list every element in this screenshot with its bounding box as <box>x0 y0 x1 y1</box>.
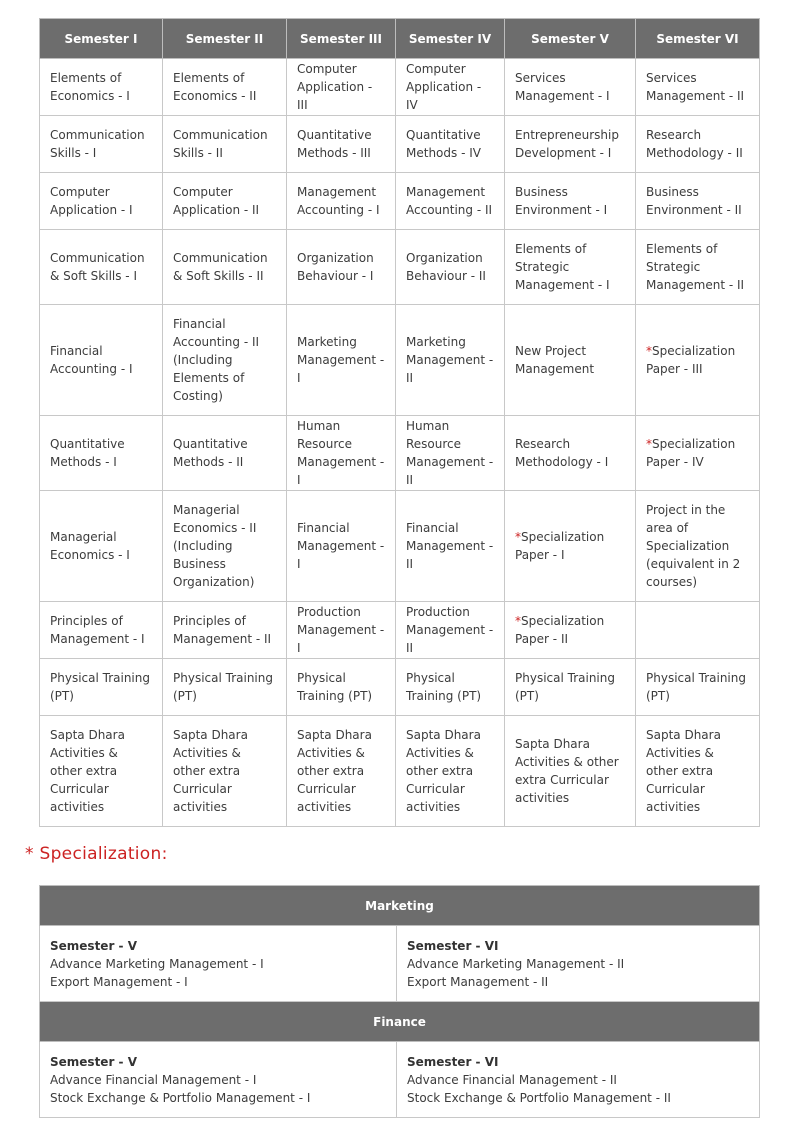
course-cell <box>505 116 636 173</box>
specialization-course: Export Management - II <box>407 974 549 989</box>
course-name: Elements of Strategic Management - I <box>515 242 610 292</box>
course-cell <box>40 602 163 659</box>
course-row <box>40 230 760 305</box>
course-name: Sapta Dhara Activities & other extra Curricular activities <box>173 728 248 814</box>
course-cell <box>163 230 287 305</box>
course-name: Research Methodology - I <box>515 437 609 469</box>
course-name: Specialization Paper - IV <box>646 437 736 469</box>
course-cell <box>287 416 396 491</box>
course-row <box>40 716 760 827</box>
course-cell <box>505 491 636 602</box>
specialization-group-title: Finance <box>40 1002 760 1042</box>
course-name: Services Management - II <box>646 71 745 103</box>
course-name: Elements of Economics - I <box>50 71 130 103</box>
course-cell <box>505 416 636 491</box>
course-cell <box>287 716 396 827</box>
course-cell <box>505 59 636 116</box>
specialization-semester-cell <box>397 1042 760 1118</box>
course-name: Research Methodology - II <box>646 128 743 160</box>
course-name: Principles of Management - II <box>173 614 272 646</box>
course-cell <box>40 59 163 116</box>
course-name: Sapta Dhara Activities & other extra Curricular activities <box>646 728 721 814</box>
course-name: Specialization Paper - I <box>515 530 605 562</box>
course-cell <box>40 173 163 230</box>
specialization-asterisk: * <box>646 437 652 451</box>
specialization-asterisk: * <box>515 614 521 628</box>
course-name: Managerial Economics - II (Including Business Organization) <box>173 503 257 589</box>
course-row <box>40 659 760 716</box>
course-name: Specialization Paper - II <box>515 614 605 646</box>
semester-header: Semester V <box>505 19 636 59</box>
course-name: Elements of Economics - II <box>173 71 257 103</box>
semester-header: Semester III <box>287 19 396 59</box>
course-name: Communication & Soft Skills - II <box>173 251 268 283</box>
course-cell <box>396 602 505 659</box>
course-name: Entrepreneurship Development - I <box>515 128 619 160</box>
semester-header-row <box>40 19 760 59</box>
course-cell <box>636 305 760 416</box>
course-cell <box>636 416 760 491</box>
semester-header: Semester IV <box>396 19 505 59</box>
specialization-course: Advance Financial Management - I <box>50 1072 257 1087</box>
course-cell <box>636 716 760 827</box>
course-cell <box>287 173 396 230</box>
specialization-semester-cell <box>40 926 397 1002</box>
course-row <box>40 491 760 602</box>
course-cell <box>163 116 287 173</box>
course-name: Sapta Dhara Activities & other extra Curricular activities <box>406 728 481 814</box>
specialization-table <box>39 885 760 1118</box>
course-cell <box>287 230 396 305</box>
course-cell <box>505 173 636 230</box>
course-name: Managerial Economics - I <box>50 530 130 562</box>
course-name: Physical Training (PT) <box>406 671 482 703</box>
course-cell <box>505 305 636 416</box>
course-name: Computer Application - I <box>50 185 133 217</box>
course-name: Financial Management - II <box>406 521 494 571</box>
course-cell <box>163 305 287 416</box>
specialization-group-row <box>40 1002 760 1042</box>
course-name: New Project Management <box>515 344 595 376</box>
course-cell <box>396 230 505 305</box>
course-cell <box>636 173 760 230</box>
course-cell <box>40 659 163 716</box>
specialization-course-row <box>40 1042 760 1118</box>
specialization-course: Stock Exchange & Portfolio Management - I <box>50 1090 311 1105</box>
course-row <box>40 59 760 116</box>
specialization-semester-cell <box>40 1042 397 1118</box>
course-name: Business Environment - I <box>515 185 608 217</box>
course-cell <box>636 59 760 116</box>
semester-course-table <box>39 18 760 827</box>
course-cell <box>287 59 396 116</box>
course-cell <box>396 491 505 602</box>
course-row <box>40 602 760 659</box>
specialization-semester-title: Semester - V <box>50 938 137 953</box>
course-name: Communication Skills - II <box>173 128 268 160</box>
course-row <box>40 173 760 230</box>
course-cell <box>396 716 505 827</box>
course-cell <box>505 230 636 305</box>
course-row <box>40 116 760 173</box>
specialization-asterisk: * <box>646 344 652 358</box>
specialization-semester-title: Semester - V <box>50 1054 137 1069</box>
course-name: Communication Skills - I <box>50 128 145 160</box>
specialization-semester-title: Semester - VI <box>407 938 499 953</box>
course-cell <box>163 491 287 602</box>
course-name: Management Accounting - I <box>297 185 380 217</box>
course-cell <box>396 305 505 416</box>
course-name: Sapta Dhara Activities & other extra Curricular activities <box>515 737 619 805</box>
course-name: Management Accounting - II <box>406 185 493 217</box>
course-name: Physical Training (PT) <box>646 671 746 703</box>
course-cell <box>636 659 760 716</box>
course-name: Physical Training (PT) <box>297 671 373 703</box>
course-cell <box>40 716 163 827</box>
course-name: Quantitative Methods - I <box>50 437 125 469</box>
course-name: Financial Accounting - II (Including Elements of Costing) <box>173 317 260 403</box>
course-name: Financial Accounting - I <box>50 344 133 376</box>
course-cell <box>287 116 396 173</box>
course-cell <box>636 116 760 173</box>
course-cell <box>163 59 287 116</box>
semester-header: Semester I <box>40 19 163 59</box>
semester-header: Semester II <box>163 19 287 59</box>
course-name: Production Management - I <box>297 605 385 655</box>
course-cell <box>163 416 287 491</box>
course-name: Marketing Management - I <box>297 335 385 385</box>
course-cell <box>287 602 396 659</box>
course-cell <box>287 305 396 416</box>
course-name: Physical Training (PT) <box>50 671 150 703</box>
specialization-course: Advance Marketing Management - II <box>407 956 625 971</box>
course-cell <box>396 59 505 116</box>
specialization-semester-cell <box>397 926 760 1002</box>
course-name: Elements of Strategic Management - II <box>646 242 745 292</box>
specialization-course: Export Management - I <box>50 974 188 989</box>
course-name: Physical Training (PT) <box>173 671 273 703</box>
course-cell <box>40 305 163 416</box>
course-name: Specialization Paper - III <box>646 344 736 376</box>
course-cell <box>163 602 287 659</box>
course-cell <box>636 602 760 659</box>
semester-table-body <box>40 59 760 827</box>
course-name: Sapta Dhara Activities & other extra Curricular activities <box>297 728 372 814</box>
specialization-asterisk: * <box>515 530 521 544</box>
course-name: Principles of Management - I <box>50 614 145 646</box>
semester-header: Semester VI <box>636 19 760 59</box>
course-name: Quantitative Methods - III <box>297 128 372 160</box>
course-name: Computer Application - II <box>173 185 260 217</box>
course-cell <box>505 659 636 716</box>
course-cell <box>287 491 396 602</box>
course-cell <box>287 659 396 716</box>
specialization-group-title: Marketing <box>40 886 760 926</box>
specialization-heading: * Specialization: <box>25 844 168 864</box>
specialization-semester-title: Semester - VI <box>407 1054 499 1069</box>
course-name: Services Management - I <box>515 71 610 103</box>
course-name: Physical Training (PT) <box>515 671 615 703</box>
specialization-course: Advance Financial Management - II <box>407 1072 617 1087</box>
course-name: Production Management - II <box>406 605 494 655</box>
specialization-course-row <box>40 926 760 1002</box>
course-name: Computer Application - III <box>297 62 373 112</box>
course-cell <box>396 173 505 230</box>
course-cell <box>396 116 505 173</box>
course-cell <box>40 230 163 305</box>
specialization-course: Advance Marketing Management - I <box>50 956 264 971</box>
course-name: Quantitative Methods - IV <box>406 128 481 160</box>
course-cell <box>505 602 636 659</box>
course-cell <box>636 491 760 602</box>
course-cell <box>163 716 287 827</box>
course-cell <box>40 491 163 602</box>
course-name: Sapta Dhara Activities & other extra Curricular activities <box>50 728 125 814</box>
course-name: Computer Application - IV <box>406 62 482 112</box>
course-name: Business Environment - II <box>646 185 742 217</box>
course-cell <box>396 416 505 491</box>
course-cell <box>163 659 287 716</box>
course-name: Organization Behaviour - II <box>406 251 486 283</box>
course-name: Project in the area of Specialization (equivalent in 2 courses) <box>646 503 741 589</box>
course-name: Marketing Management - II <box>406 335 494 385</box>
course-name: Quantitative Methods - II <box>173 437 248 469</box>
course-name: Financial Management - I <box>297 521 385 571</box>
specialization-course: Stock Exchange & Portfolio Management - II <box>407 1090 671 1105</box>
specialization-group-row <box>40 886 760 926</box>
course-cell <box>163 173 287 230</box>
course-cell <box>636 230 760 305</box>
course-cell <box>40 416 163 491</box>
course-name: Communication & Soft Skills - I <box>50 251 145 283</box>
course-row <box>40 305 760 416</box>
course-name: Human Resource Management - II <box>406 419 494 487</box>
course-row <box>40 416 760 491</box>
course-name: Organization Behaviour - I <box>297 251 374 283</box>
course-name: Human Resource Management - I <box>297 419 385 487</box>
course-cell <box>505 716 636 827</box>
course-cell <box>396 659 505 716</box>
course-cell <box>40 116 163 173</box>
specialization-table-body <box>40 886 760 1118</box>
